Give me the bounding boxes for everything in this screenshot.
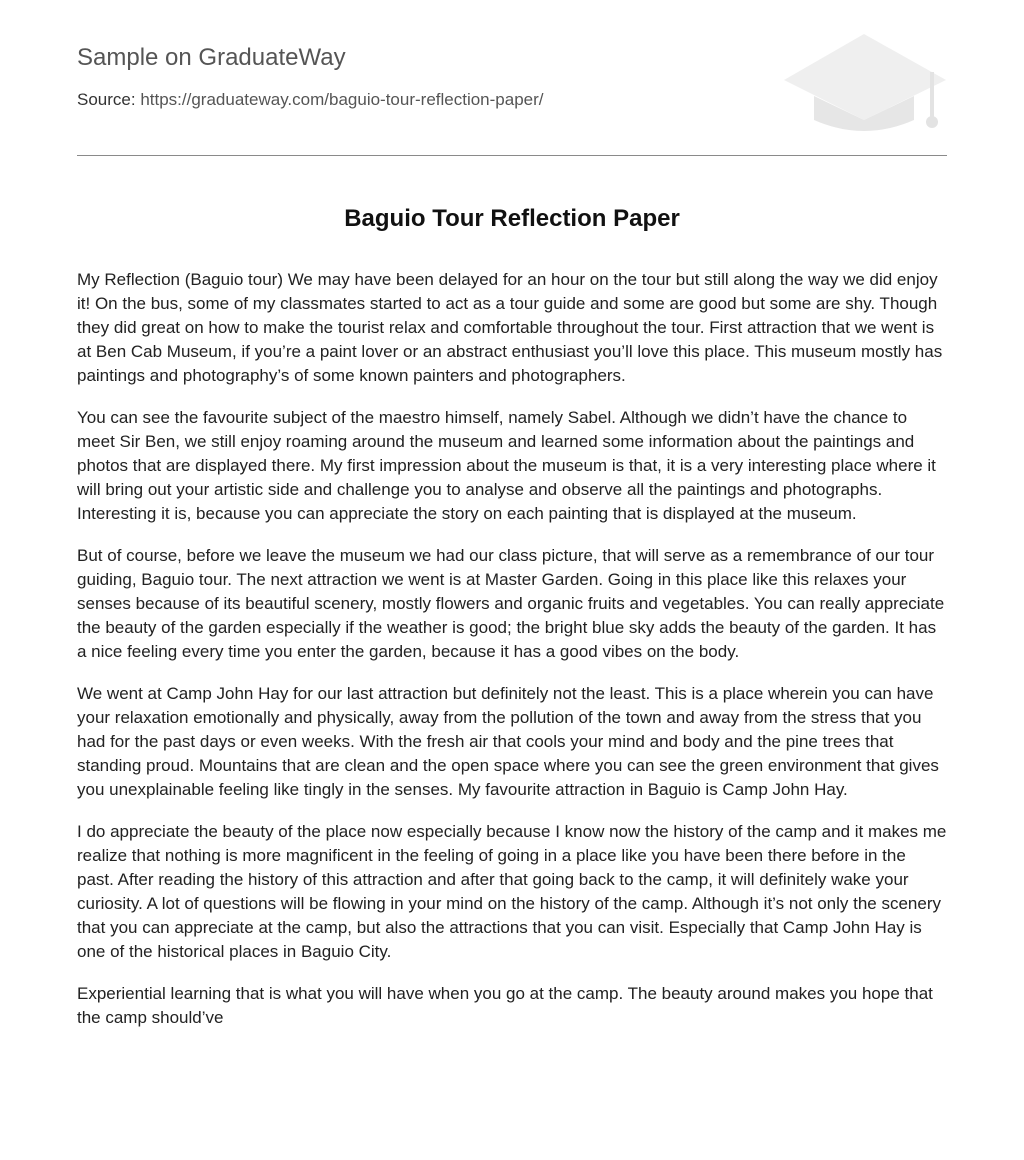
paragraph: We went at Camp John Hay for our last attraction but definitely not the least. This is a place wherein you can have your relaxation emotionally and physically, away from the pollution of the town and away from the stress that you had for the past days or even weeks. With the fresh air that cools your mind and body and the pine trees that standing proud. Mountains that are clean and the open space where you can see the green environment that gives you unexplainable feeling like tingly in the senses. My favourite attraction in Baguio is Camp John Hay.	[77, 684, 939, 799]
page-title: Baguio Tour Reflection Paper	[344, 205, 680, 232]
source-line	[77, 90, 544, 110]
document-body	[77, 268, 947, 1048]
paragraph: Experiential learning that is what you will have when you go at the camp. The beauty around makes you hope that the camp should’ve	[77, 984, 933, 1027]
source-label: Source:	[77, 90, 136, 109]
paragraph: You can see the favourite subject of the maestro himself, namely Sabel. Although we didn’t have the chance to meet Sir Ben, we still enjoy roaming around the museum and learned some information about the paintings and photos that are displayed there. My first impression about the museum is that, it is a very interesting place where it will bring out your artistic side and challenge you to analyse and observe all the paintings and photographs. Interesting it is, because you can appreciate the story on each painting that is displayed at the museum.	[77, 408, 936, 523]
paragraph: But of course, before we leave the museum we had our class picture, that will serve as a remembrance of our tour guiding, Baguio tour. The next attraction we went is at Master Garden. Going in this place like this relaxes your senses because of its beautiful scenery, mostly flowers and organic fruits and vegetables. You can really appreciate the beauty of the garden especially if the weather is good; the bright blue sky adds the beauty of the garden. It has a nice feeling every time you enter the garden, because it has a good vibes on the body.	[77, 546, 945, 661]
header-divider	[77, 155, 947, 156]
paragraph: I do appreciate the beauty of the place now especially because I know now the history of the camp and it makes me realize that nothing is more magnificent in the feeling of going in a place like you have been there before in the past. After reading the history of this attraction and after that going back to the camp, it will definitely wake your curiosity. A lot of questions will be flowing in your mind on the history of the camp. Although it’s not only the scenery that you can appreciate at the camp, but also the attractions that you can visit. Especially that Camp John Hay is one of the historical places in Baguio City.	[77, 822, 947, 961]
paragraph: My Reflection (Baguio tour) We may have been delayed for an hour on the tour but still along the way we did enjoy it! On the bus, some of my classmates started to act as a tour guide and some are good but some are shy. Though they did great on how to make the tourist relax and comfortable throughout the tour. First attraction that we went is at Ben Cab Museum, if you’re a paint lover or an abstract enthusiast you’ll love this place. This museum mostly has paintings and photography’s of some known painters and photographers.	[77, 270, 943, 385]
page-header	[77, 0, 947, 156]
graduation-cap-icon	[780, 30, 950, 134]
source-link[interactable]: https://graduateway.com/baguio-tour-reflection-paper/	[140, 90, 544, 109]
site-title: Sample on GraduateWay	[77, 44, 346, 71]
